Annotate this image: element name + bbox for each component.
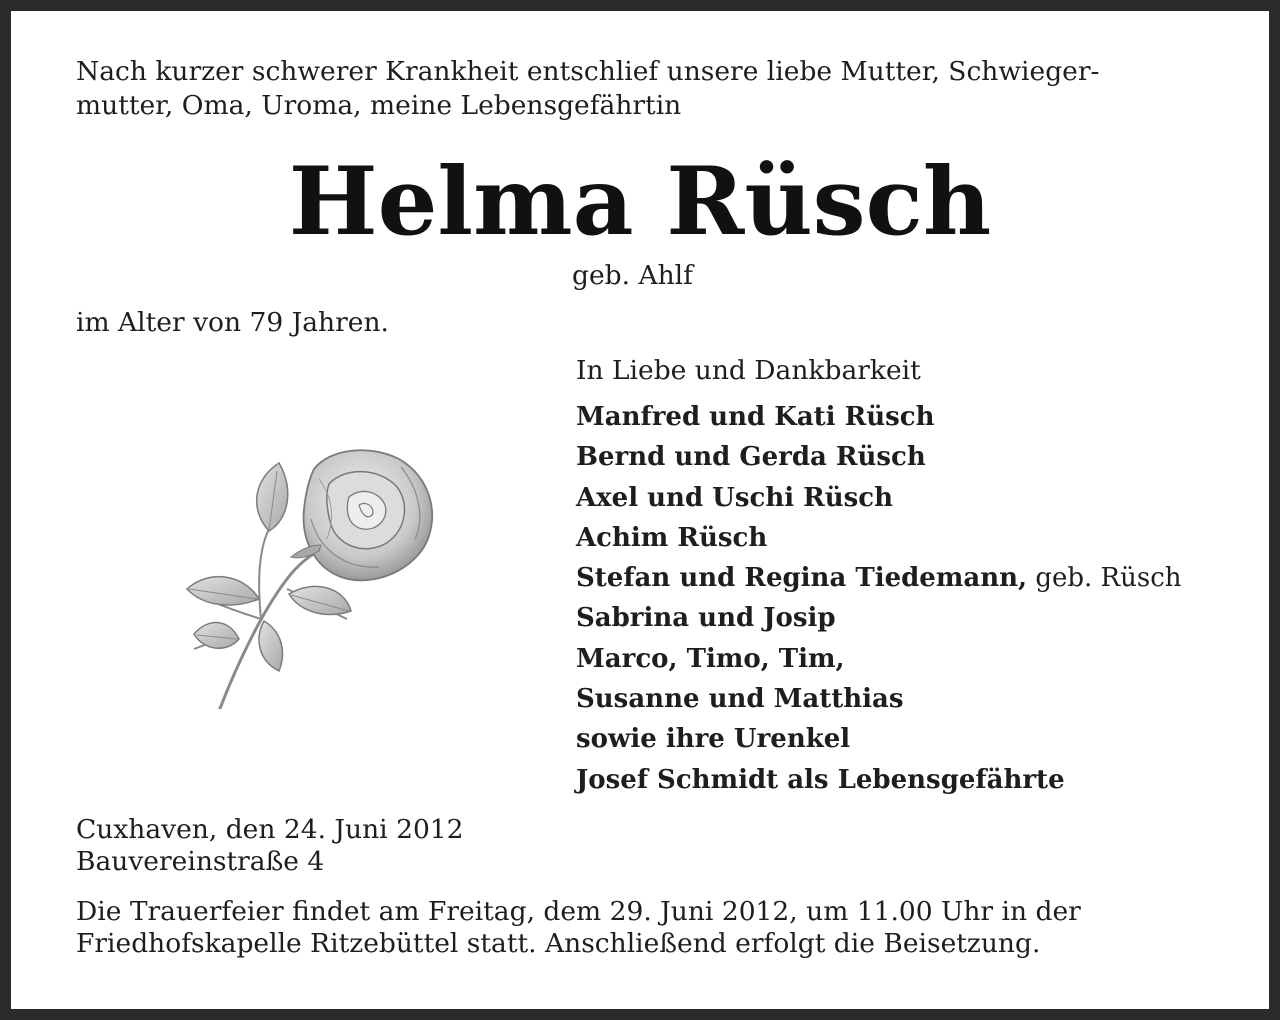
deceased-name: Helma Rüsch <box>288 147 992 257</box>
age-line: im Alter von 79 Jahren. <box>76 307 389 338</box>
ceremony-info <box>76 896 1211 960</box>
mourner-entry: sowie ihre Urenkel <box>576 724 851 755</box>
mourner-entry: Manfred und Kati Rüsch <box>576 402 935 432</box>
mourner-entry: Josef Schmidt als Lebensgefährte <box>576 764 1065 795</box>
maiden-name: geb. Ahlf <box>572 260 693 291</box>
place-date-line: Cuxhaven, den 24. Juni 2012 <box>76 814 464 845</box>
intro-text <box>76 55 1211 123</box>
mourner-entry: Marco, Timo, Tim, <box>576 643 845 674</box>
intro-line: Nach kurzer schwerer Krankheit entschlief unsere liebe Mutter, Schwieger- <box>76 56 1100 87</box>
mourner-entry: Bernd und Gerda Rüsch <box>576 442 926 473</box>
rose-icon <box>169 439 444 709</box>
ceremony-line: Die Trauerfeier findet am Freitag, dem 29. Juni 2012, um 11.00 Uhr in der <box>76 896 1081 927</box>
mourner-entry: Axel und Uschi Rüsch <box>576 482 894 513</box>
mourner-entry: Stefan und Regina Tiedemann, geb. Rüsch <box>576 563 1182 594</box>
mourner-entry: Susanne und Matthias <box>576 684 904 715</box>
mourner-entry: Achim Rüsch <box>576 522 768 553</box>
mourners-list <box>576 397 1182 800</box>
thanks-line: In Liebe und Dankbarkeit <box>576 355 921 386</box>
obituary-notice <box>11 11 1269 1009</box>
intro-line: mutter, Oma, Uroma, meine Lebensgefährtin <box>76 90 682 121</box>
address-line: Bauvereinstraße 4 <box>76 846 325 877</box>
mourner-entry: Sabrina und Josip <box>576 603 836 634</box>
place-date <box>76 814 464 878</box>
ceremony-line: Friedhofskapelle Ritzebüttel statt. Anschließend erfolgt die Beisetzung. <box>76 928 1041 959</box>
